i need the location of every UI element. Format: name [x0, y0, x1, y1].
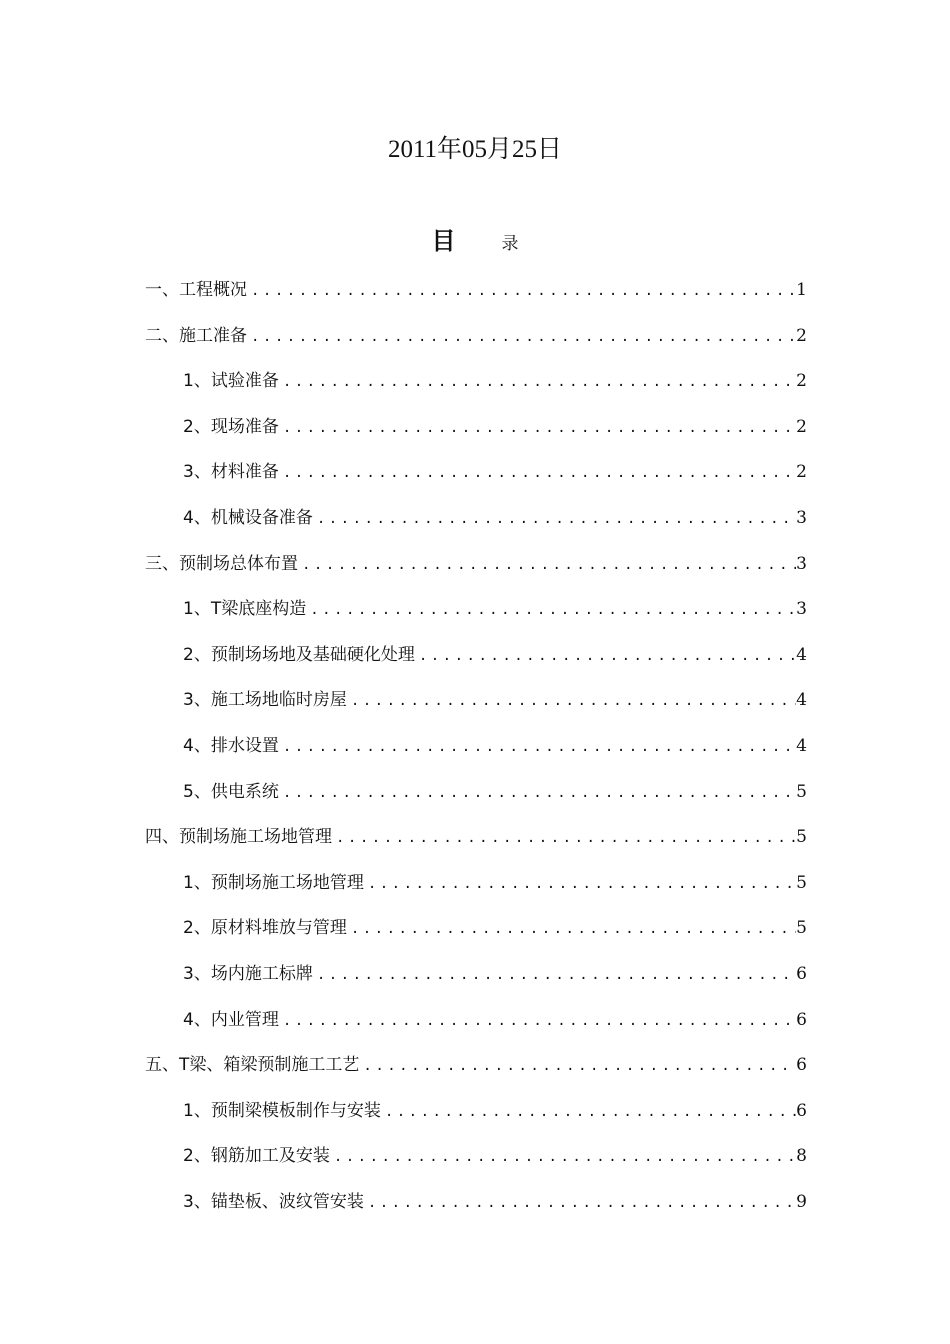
toc-entry[interactable] — [145, 595, 807, 641]
toc-entry-page: 2 — [796, 416, 807, 437]
toc-entry[interactable] — [145, 823, 807, 869]
toc-entry[interactable] — [145, 276, 807, 322]
toc-leader-dots — [279, 733, 796, 761]
toc-entry[interactable] — [145, 960, 807, 1006]
toc-heading-right: 录 — [501, 234, 519, 254]
toc-entry[interactable] — [145, 413, 807, 459]
toc-entry-label: 1、预制梁模板制作与安装 — [183, 1100, 381, 1121]
toc-entry-label: 1、预制场施工场地管理 — [183, 872, 364, 893]
toc-leader-dots — [330, 1143, 796, 1171]
toc-entry[interactable] — [145, 550, 807, 596]
toc-entry-page: 6 — [796, 963, 807, 984]
toc-leader-dots — [279, 414, 796, 442]
toc-leader-dots — [313, 961, 796, 989]
table-of-contents — [145, 276, 807, 1233]
toc-entry-page: 3 — [796, 553, 807, 574]
toc-entry-page: 6 — [796, 1009, 807, 1030]
toc-entry[interactable] — [145, 914, 807, 960]
toc-entry-page: 3 — [796, 599, 807, 620]
toc-leader-dots — [279, 459, 796, 487]
toc-leader-dots — [415, 642, 796, 670]
toc-entry-page: 5 — [796, 827, 807, 848]
toc-leader-dots — [306, 596, 796, 624]
toc-leader-dots — [364, 870, 796, 898]
toc-entry-label: 4、内业管理 — [183, 1009, 279, 1030]
toc-entry-label: 四、预制场施工场地管理 — [145, 827, 332, 848]
toc-entry-page: 4 — [796, 735, 807, 756]
document-date: 2011年05月25日 — [387, 136, 563, 163]
toc-entry-page: 1 — [796, 280, 807, 300]
toc-entry-page: 5 — [796, 872, 807, 893]
toc-leader-dots — [364, 1189, 796, 1217]
toc-entry-page: 5 — [796, 781, 807, 802]
toc-leader-dots — [298, 551, 796, 579]
toc-heading — [0, 224, 950, 261]
toc-entry-label: 5、供电系统 — [183, 781, 279, 802]
toc-leader-dots — [279, 1007, 796, 1035]
toc-leader-dots — [313, 505, 796, 533]
toc-entry-page: 5 — [796, 918, 807, 939]
toc-entry[interactable] — [145, 458, 807, 504]
toc-entry[interactable] — [145, 778, 807, 824]
toc-leader-dots — [279, 779, 796, 807]
toc-entry-label: 1、试验准备 — [183, 371, 279, 392]
toc-entry-label: 3、材料准备 — [183, 462, 279, 483]
toc-entry-page: 2 — [796, 462, 807, 483]
toc-entry-label: 2、钢筋加工及安装 — [183, 1146, 330, 1167]
toc-leader-dots — [247, 277, 796, 305]
toc-entry-label: 4、机械设备准备 — [183, 507, 313, 528]
toc-heading-left: 目 — [431, 227, 456, 255]
toc-entry[interactable] — [145, 367, 807, 413]
toc-entry-page: 2 — [796, 325, 807, 346]
toc-entry-page: 4 — [796, 690, 807, 711]
toc-leader-dots — [347, 915, 796, 943]
toc-leader-dots — [247, 323, 796, 351]
toc-leader-dots — [332, 824, 796, 852]
toc-entry[interactable] — [145, 322, 807, 368]
toc-leader-dots — [381, 1098, 796, 1126]
toc-entry-page: 6 — [796, 1055, 807, 1076]
toc-entry-page: 4 — [796, 644, 807, 665]
toc-entry[interactable] — [145, 686, 807, 732]
toc-leader-dots — [347, 687, 796, 715]
toc-entry-label: 3、锚垫板、波纹管安装 — [183, 1191, 364, 1212]
toc-entry[interactable] — [145, 1051, 807, 1097]
toc-entry-label: 2、预制场场地及基础硬化处理 — [183, 644, 415, 665]
toc-entry-label: 3、场内施工标牌 — [183, 963, 313, 984]
toc-entry-page: 8 — [796, 1146, 807, 1167]
toc-entry-page: 6 — [796, 1100, 807, 1121]
toc-entry-page: 9 — [796, 1191, 807, 1212]
toc-entry-label: 3、施工场地临时房屋 — [183, 690, 347, 711]
toc-entry[interactable] — [145, 1142, 807, 1188]
toc-entry-label: 二、施工准备 — [145, 325, 247, 346]
toc-entry[interactable] — [145, 869, 807, 915]
toc-entry-label: 1、T梁底座构造 — [183, 599, 307, 620]
toc-entry-label: 三、预制场总体布置 — [145, 553, 298, 574]
toc-entry[interactable] — [145, 504, 807, 550]
toc-entry-label: 4、排水设置 — [183, 735, 279, 756]
toc-entry[interactable] — [145, 1188, 807, 1234]
toc-entry[interactable] — [145, 641, 807, 687]
toc-entry-label: 五、T梁、箱梁预制施工工艺 — [145, 1055, 360, 1076]
toc-entry[interactable] — [145, 732, 807, 778]
toc-entry-label: 2、现场准备 — [183, 416, 279, 437]
toc-entry-label: 2、原材料堆放与管理 — [183, 918, 347, 939]
toc-entry-page: 2 — [796, 371, 807, 392]
toc-leader-dots — [359, 1052, 796, 1080]
toc-entry-label: 一、工程概况 — [145, 280, 247, 300]
toc-leader-dots — [279, 368, 796, 396]
toc-entry[interactable] — [145, 1006, 807, 1052]
toc-entry-page: 3 — [796, 507, 807, 528]
toc-entry[interactable] — [145, 1097, 807, 1143]
